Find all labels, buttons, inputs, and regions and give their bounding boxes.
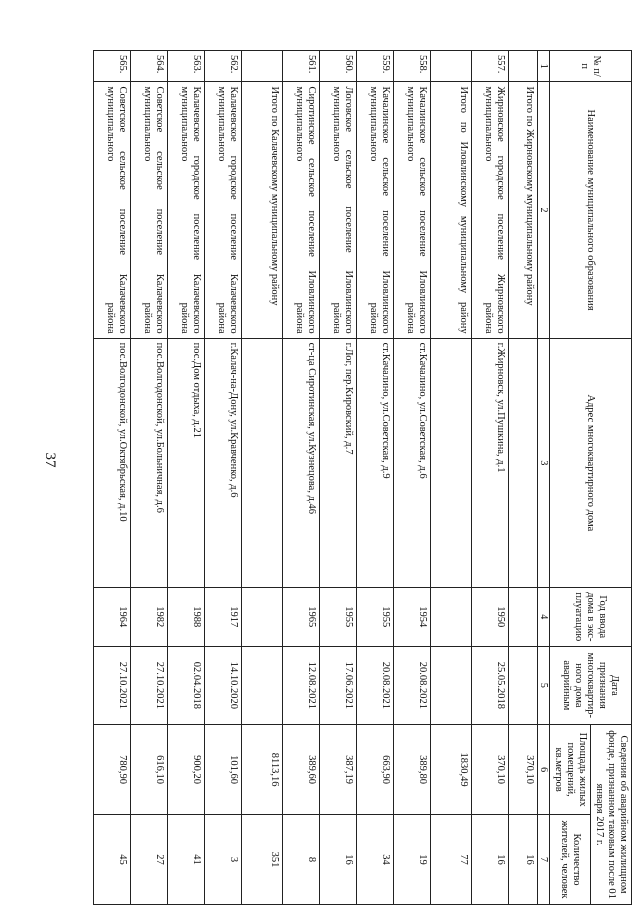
column-number: 6: [537, 725, 549, 815]
table-row: [471, 51, 508, 905]
column-number: 2: [537, 82, 549, 338]
row-date: 17.06.2021: [319, 646, 356, 725]
row-date: 14.10.2020: [204, 646, 241, 725]
row-area: 616,10: [130, 725, 167, 815]
row-address: [508, 338, 537, 587]
row-people: 34: [356, 815, 393, 905]
row-people: 41: [167, 815, 204, 905]
table-row: [282, 51, 319, 905]
row-date: [430, 646, 471, 725]
row-date: 27.10.2021: [93, 646, 130, 725]
table-row: [167, 51, 204, 905]
row-number: 560.: [319, 51, 356, 82]
rotated-table-area: [52, 50, 632, 905]
column-numbers-row: [537, 51, 549, 905]
row-number: 564.: [130, 51, 167, 82]
row-area: 389,60: [282, 725, 319, 815]
header-area: Площадь жилых помещений, кв.метров: [549, 725, 590, 815]
row-date: 12.08.2021: [282, 646, 319, 725]
row-number: 563.: [167, 51, 204, 82]
row-date: 02.04.2018: [167, 646, 204, 725]
row-area: 1830,49: [430, 725, 471, 815]
emergency-housing-table: [93, 50, 632, 905]
row-number: [430, 51, 471, 82]
row-year: 1955: [356, 588, 393, 646]
row-municipality: Логовское сельское поселение Иловлинского муниципального района: [319, 82, 356, 338]
row-area: 389,80: [393, 725, 430, 815]
row-year: [430, 588, 471, 646]
row-area: 387,19: [319, 725, 356, 815]
row-number: [241, 51, 282, 82]
row-number: 557.: [471, 51, 508, 82]
header-address: Адрес многоквартирного дома: [549, 338, 631, 587]
header-number: № п/п: [549, 51, 631, 82]
row-area: 370,10: [471, 725, 508, 815]
row-people: 27: [130, 815, 167, 905]
row-address: ст.Качалино, ул.Советская, д.6: [393, 338, 430, 587]
row-people: 351: [241, 815, 282, 905]
row-municipality: Сиротинское сельское поселение Иловлинского муниципального района: [282, 82, 319, 338]
row-municipality: Советское сельское поселение Калачевского муниципального района: [93, 82, 130, 338]
column-number: 5: [537, 646, 549, 725]
row-year: [508, 588, 537, 646]
row-area: 8113,16: [241, 725, 282, 815]
row-number: 565.: [93, 51, 130, 82]
row-address: г.Лог, пер.Кировский, д.7: [319, 338, 356, 587]
row-year: 1982: [130, 588, 167, 646]
row-address: пос.Дом отдыха, д.21: [167, 338, 204, 587]
row-address: ст.Качалино, ул.Советская, д.9: [356, 338, 393, 587]
row-area: 663,90: [356, 725, 393, 815]
row-number: [508, 51, 537, 82]
page-number: 37: [42, 452, 58, 468]
table-body: [93, 51, 537, 905]
row-people: 16: [319, 815, 356, 905]
table-row-total: [508, 51, 537, 905]
row-people: 3: [204, 815, 241, 905]
header-year: Год ввода дома в экс-плуатацию: [549, 588, 631, 646]
row-municipality: Итого по Жирновскому муниципальному району: [508, 82, 537, 338]
table-row: [204, 51, 241, 905]
row-address: г.Калач-на-Дону, ул.Кравченко, д.6: [204, 338, 241, 587]
row-number: 559.: [356, 51, 393, 82]
header-date: Дата признания многоквартир-ного дома аварийным: [549, 646, 631, 725]
row-date: [508, 646, 537, 725]
row-municipality: Жирновское городское поселение Жирновского муниципального района: [471, 82, 508, 338]
row-people: 8: [282, 815, 319, 905]
row-municipality: Калачевское городское поселение Калачевского муниципального района: [167, 82, 204, 338]
row-year: 1988: [167, 588, 204, 646]
row-year: 1917: [204, 588, 241, 646]
row-date: 20.08.2021: [393, 646, 430, 725]
table-header: [537, 51, 631, 905]
header-group: Сведения об аварийном жилищном фонде, признанном таковым после 01 января 2017 г.: [590, 725, 631, 905]
row-municipality: Калачевское городское поселение Калачевского муниципального района: [204, 82, 241, 338]
column-number: 4: [537, 588, 549, 646]
row-address: г.Жирновск, ул.Пушкина, д.1: [471, 338, 508, 587]
header-people: Количество жителей, человек: [549, 815, 590, 905]
row-year: 1950: [471, 588, 508, 646]
column-number: 1: [537, 51, 549, 82]
row-address: [430, 338, 471, 587]
row-year: 1964: [93, 588, 130, 646]
row-municipality: Качалинское сельское поселение Иловлинского муниципального района: [393, 82, 430, 338]
row-people: 77: [430, 815, 471, 905]
row-number: 561.: [282, 51, 319, 82]
row-address: пос.Волгодонской, ул.Больничная, д.6: [130, 338, 167, 587]
row-municipality: Итого по Калачевскому муниципальному району: [241, 82, 282, 338]
row-area: 101,60: [204, 725, 241, 815]
table-row: [93, 51, 130, 905]
row-year: 1955: [319, 588, 356, 646]
row-year: 1954: [393, 588, 430, 646]
row-people: 16: [471, 815, 508, 905]
row-address: ст-ца Сиротинская, ул.Кузнецова, д.46: [282, 338, 319, 587]
row-people: 45: [93, 815, 130, 905]
table-row: [356, 51, 393, 905]
table-row: [130, 51, 167, 905]
row-date: 25.05.2018: [471, 646, 508, 725]
row-year: 1965: [282, 588, 319, 646]
table-row-total: [241, 51, 282, 905]
row-people: 19: [393, 815, 430, 905]
row-people: 16: [508, 815, 537, 905]
row-municipality: Итого по Иловлинскому муниципальному району: [430, 82, 471, 338]
row-number: 558.: [393, 51, 430, 82]
column-number: 3: [537, 338, 549, 587]
row-municipality: Советское сельское поселение Калачевского муниципального района: [130, 82, 167, 338]
table-row: [393, 51, 430, 905]
column-number: 7: [537, 815, 549, 905]
row-address: пос.Волгодонской, ул.Октябрьская, д.10: [93, 338, 130, 587]
row-number: 562.: [204, 51, 241, 82]
row-address: [241, 338, 282, 587]
row-area: 900,20: [167, 725, 204, 815]
table-row-total: [430, 51, 471, 905]
row-year: [241, 588, 282, 646]
row-municipality: Качалинское сельское поселение Иловлинского муниципального района: [356, 82, 393, 338]
row-date: 27.10.2021: [130, 646, 167, 725]
row-area: 780,90: [93, 725, 130, 815]
row-date: 20.08.2021: [356, 646, 393, 725]
row-area: 370,10: [508, 725, 537, 815]
table-row: [319, 51, 356, 905]
header-municipality: Наименование муниципального образования: [549, 82, 631, 338]
row-date: [241, 646, 282, 725]
